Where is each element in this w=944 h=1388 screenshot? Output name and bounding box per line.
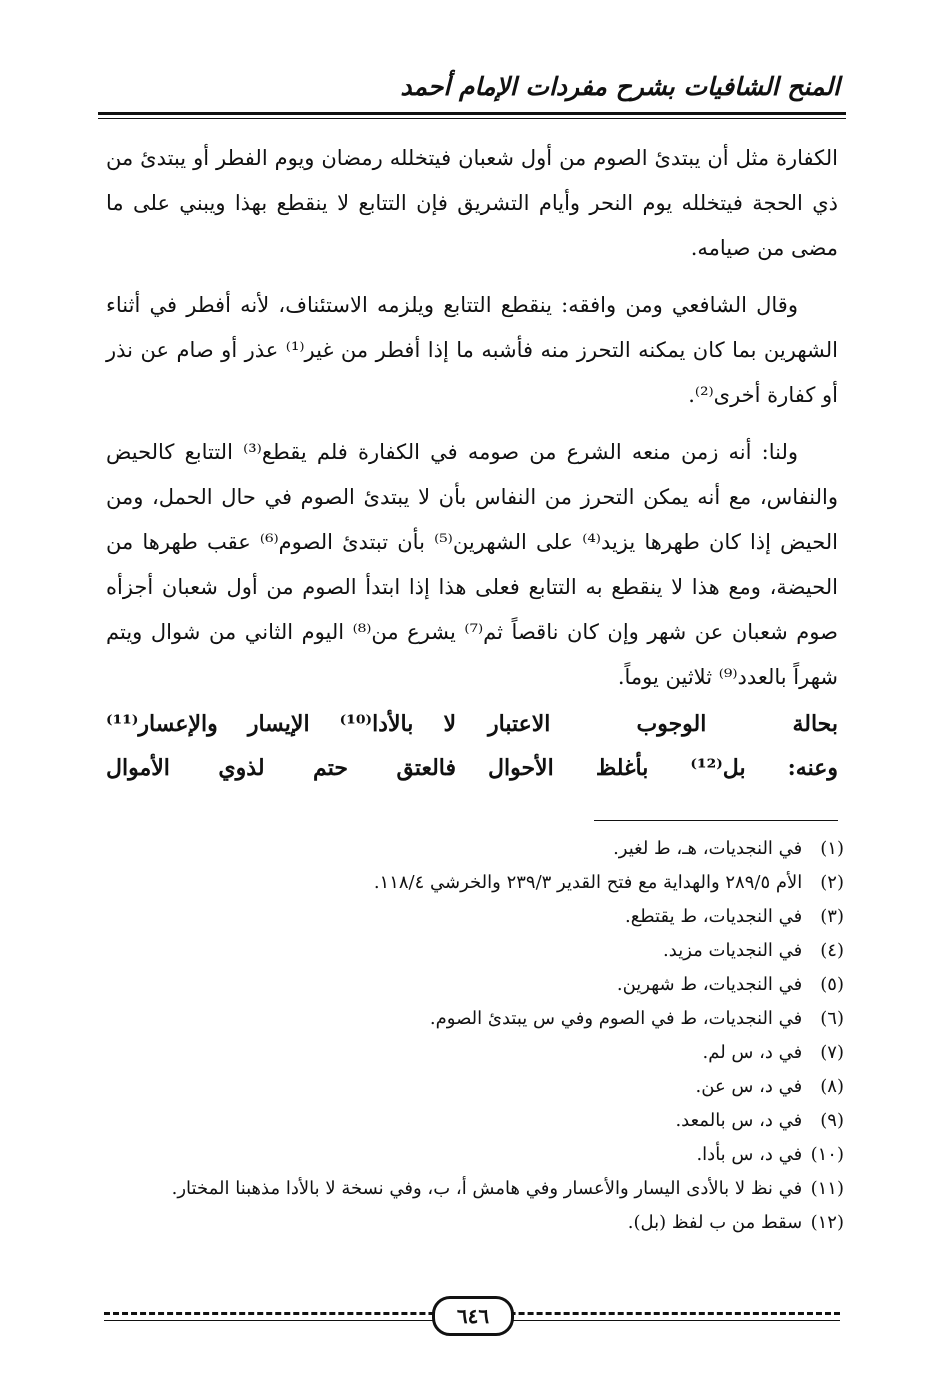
verse-2-first-hemistich: وعنه: بل⁽¹²⁾ بأغلظ الأحوال — [488, 755, 838, 781]
footnote-text: الأم ٢٨٩/٥ والهداية مع فتح القدير ٢٣٩/٣ والخرشي ١١٨/٤. — [373, 872, 803, 893]
footnote-text: في النجديات، ط في الصوم وفي س يبتدئ الصوم. — [429, 1008, 803, 1029]
page-number-badge: ٦٤٦ — [432, 1296, 514, 1336]
footnote-1 — [102, 832, 844, 866]
footnote-number: (١٠) — [810, 1144, 844, 1165]
footnote-number: (١١) — [810, 1178, 844, 1199]
footnote-4 — [102, 934, 844, 968]
footnote-10 — [102, 1138, 844, 1172]
footnotes-list — [102, 832, 844, 1240]
footnote-3 — [102, 900, 844, 934]
footnote-text: في النجديات، ط يقتطع. — [624, 906, 803, 927]
footnote-number: (٢) — [820, 872, 844, 893]
footnote-text: في النجديات، ط شهرين. — [616, 974, 803, 995]
poem-verses — [106, 702, 838, 790]
footnote-text: في د، س بأدا. — [696, 1144, 803, 1165]
footnote-number: (١) — [820, 838, 844, 859]
footnote-number: (٣) — [820, 906, 844, 927]
footnote-7 — [102, 1036, 844, 1070]
header-rule-thick — [98, 112, 846, 115]
footnote-text: سقط من ب لفظ (بل). — [627, 1212, 803, 1233]
footnote-12 — [102, 1206, 844, 1240]
footnote-number: (٨) — [820, 1076, 844, 1097]
footnote-number: (٦) — [820, 1008, 844, 1029]
footnote-number: (٤) — [820, 940, 844, 961]
header-rule-thin — [98, 118, 846, 119]
paragraph-2: وقال الشافعي ومن وافقه: ينقطع التتابع ويلزمه الاستئناف، لأنه أفطر في أثناء الشهرين بما كان يمكنه التحرز منه فأشبه ما إذا أفطر من غير⁽¹⁾ عذر أو صام عن نذر أو كفارة أخرى⁽²⁾. — [106, 293, 838, 407]
footnote-6 — [102, 1002, 844, 1036]
verse-line-2 — [106, 746, 838, 790]
verse-1-second-hemistich: لا بالأدا⁽¹⁰⁾ الإيسار والإعسار⁽¹¹⁾ — [106, 711, 456, 737]
paragraph-3: ولنا: أنه زمن منعه الشرع من صومه في الكفارة فلم يقطع⁽³⁾ التتابع كالحيض والنفاس، مع أنه يمكن التحرز من النفاس بأن لا يبتدئ الصوم في حال الحمل، ومن الحيض إذا كان طهرها يزيد⁽⁴⁾ على الشهرين⁽⁵⁾ بأن تبتدئ الصوم⁽⁶⁾ عقب طهرها من الحيضة، ومع هذا لا ينقطع به التتابع فعلى هذا إذا ابتدأ الصوم من أول شعبان أجزأه صوم شعبان عن شهر وإن كان ناقصاً ثم⁽⁷⁾ يشرع من⁽⁸⁾ اليوم الثاني من شوال ويتم شهراً بالعدد⁽⁹⁾ ثلاثين يوماً. — [106, 440, 839, 689]
footnote-text: في د، س بالمعد. — [675, 1110, 803, 1131]
main-text — [106, 136, 838, 712]
footnote-number: (١٢) — [810, 1212, 844, 1233]
footnote-8 — [102, 1070, 844, 1104]
footnote-11 — [102, 1172, 844, 1206]
footnote-separator — [594, 820, 838, 821]
footnote-2 — [102, 866, 844, 900]
paragraph-1: الكفارة مثل أن يبتدئ الصوم من أول شعبان فيتخلله رمضان ويوم الفطر أو يبتدئ من ذي الحجة فيتخلله يوم النحر وأيام التشريق فإن التتابع لا ينقطع بهذا ويبني على ما مضى من صيامه. — [106, 146, 838, 260]
verse-line-1 — [106, 702, 838, 746]
footnote-text: في النجديات مزيد. — [663, 940, 803, 961]
footnote-9 — [102, 1104, 844, 1138]
footnote-number: (٥) — [820, 974, 844, 995]
footnote-text: في النجديات، هـ، ط لغير. — [613, 838, 803, 859]
footnote-text: في د، س عن. — [695, 1076, 803, 1097]
running-header-title: المنح الشافيات بشرح مفردات الإمام أحمد — [400, 72, 840, 101]
verse-2-second-hemistich: فالعتق حتم لذوي الأموال — [106, 755, 456, 781]
footnote-number: (٧) — [820, 1042, 844, 1063]
footnote-text: في نظ لا بالأدى اليسار والأعسار وفي هامش أ، ب، وفي نسخة لا بالأدا مذهبنا المختار. — [171, 1178, 803, 1199]
footnote-5 — [102, 968, 844, 1002]
footnote-text: في د، س لم. — [702, 1042, 803, 1063]
verse-1-first-hemistich: بحالة الوجوب الاعتبار — [488, 711, 838, 737]
footnote-number: (٩) — [820, 1110, 844, 1131]
